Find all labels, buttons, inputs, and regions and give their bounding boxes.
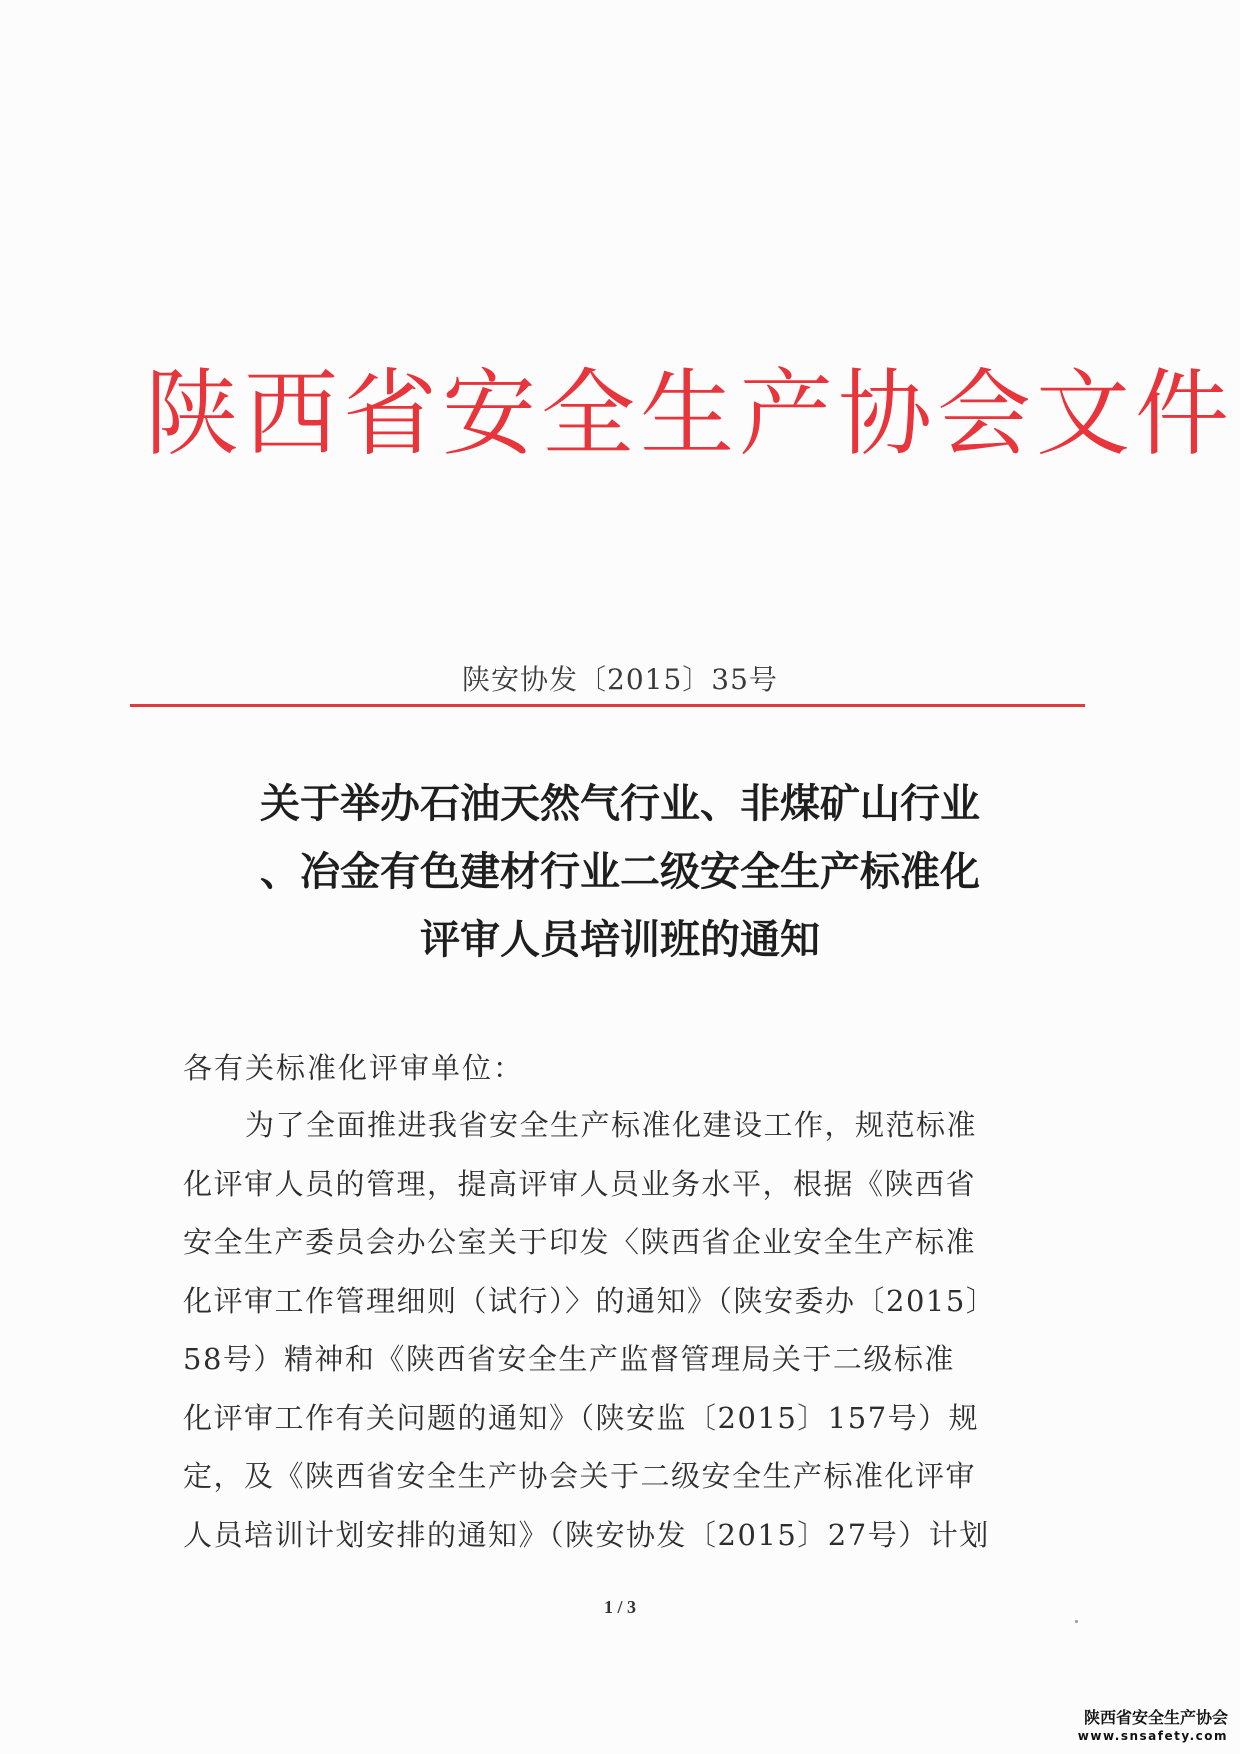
- watermark-url: www.snsafety.com: [1077, 1729, 1228, 1743]
- site-watermark: [1078, 1708, 1228, 1744]
- watermark-name: 陕西省安全生产协会: [1083, 1708, 1228, 1727]
- body-line: 定，及《陕西省安全生产协会关于二级安全生产标准化评审: [183, 1459, 977, 1493]
- body-paragraph: [183, 1096, 1043, 1564]
- body-line: 化评审工作管理细则（试行）〉的通知》（陕安委办〔2015〕: [183, 1283, 997, 1318]
- red-divider-line: [130, 704, 1085, 707]
- notice-title-line: 、冶金有色建材行业二级安全生产标准化: [260, 849, 980, 895]
- notice-title-line: 评审人员培训班的通知: [420, 917, 820, 963]
- body-line: 为了全面推进我省安全生产标准化建设工作，规范标准: [245, 1108, 978, 1142]
- body-line: 安全生产委员会办公室关于印发〈陕西省企业安全生产标准: [183, 1225, 977, 1259]
- body-line: 化评审人员的管理，提高评审人员业务水平，根据《陕西省: [183, 1166, 977, 1201]
- salutation: 各有关标准化评审单位：: [183, 1051, 525, 1085]
- notice-title: [150, 770, 1090, 974]
- document-number: 陕安协发〔2015〕35号: [462, 663, 778, 696]
- notice-title-line: 关于举办石油天然气行业、非煤矿山行业: [260, 781, 980, 827]
- body-line: 58号）精神和《陕西省安全生产监督管理局关于二级标准: [183, 1342, 955, 1376]
- body-line: 化评审工作有关问题的通知》（陕安监〔2015〕157号）规: [183, 1400, 980, 1435]
- body-line: 人员培训计划安排的通知》（陕安协发〔2015〕27号）计划: [183, 1517, 990, 1552]
- issuer-title: 陕西省安全生产协会文件: [145, 360, 1235, 469]
- page-number: 1 / 3: [603, 1597, 636, 1617]
- scan-speck: [1075, 1620, 1078, 1623]
